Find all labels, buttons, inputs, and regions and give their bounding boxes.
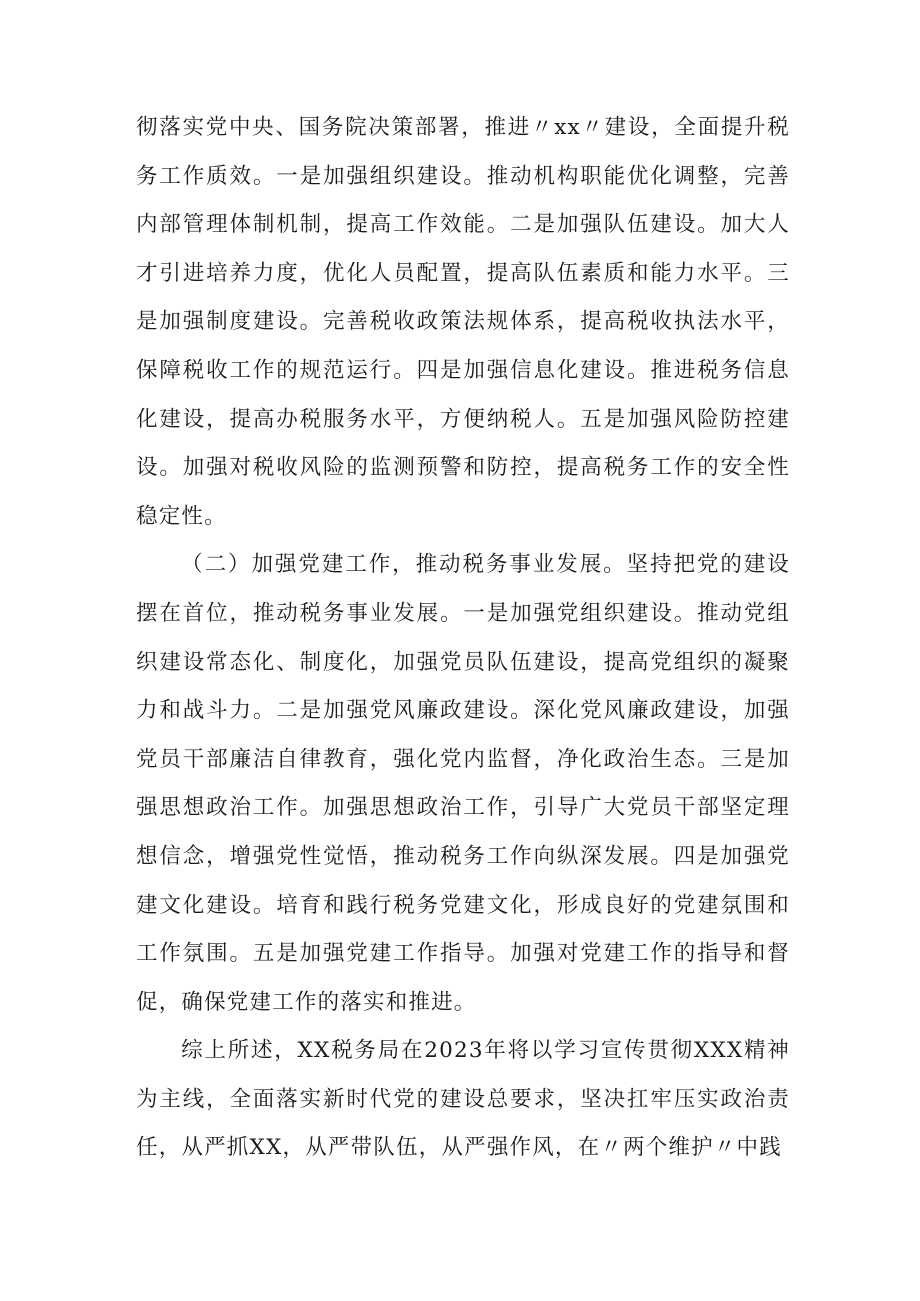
paragraph-party-building: （二）加强党建工作，推动税务事业发展。坚持把党的建设摆在首位，推动税务事业发展。一是加强党组织建设。推动党组织建设常态化、制度化，加强党员队伍建设，提高党组织的凝聚力和战斗力。二是加强党风廉政建设。深化党风廉政建设，加强党员干部廉洁自律教育，强化党内监督，净化政治生态。三是加强思想政治工作。加强思想政治工作，引导广大党员干部坚定理想信念，增强党性觉悟，推动税务工作向纵深发展。四是加强党建文化建设。培育和践行税务党建文化，形成良好的党建氛围和工作氛围。五是加强党建工作指导。加强对党建工作的指导和督促，确保党建工作的落实和推进。 [136,552,790,1015]
paragraph-continuation: 彻落实党中央、国务院决策部署，推进〃xx〃建设，全面提升税务工作质效。一是加强组织建设。推动机构职能优化调整，完善内部管理体制机制，提高工作效能。二是加强队伍建设。加大人才引进培养力度，优化人员配置，提高队伍素质和能力水平。三是加强制度建设。完善税收政策法规体系，提高税收执法水平，保障税收工作的规范运行。四是加强信息化建设。推进税务信息化建设，提高办税服务水平，方便纳税人。五是加强风险防控建设。加强对税收风险的监测预警和防控，提高税务工作的安全性稳定性。 [136,115,790,529]
document-body [136,104,790,1173]
paragraph-summary: 综上所述，XX税务局在2023年将以学习宣传贯彻XXX精神为主线，全面落实新时代党的建设总要求，坚决扛牢压实政治责任，从严抓XX，从严带队伍，从严强作风，在〃两个维护〃中践 [136,1038,790,1161]
